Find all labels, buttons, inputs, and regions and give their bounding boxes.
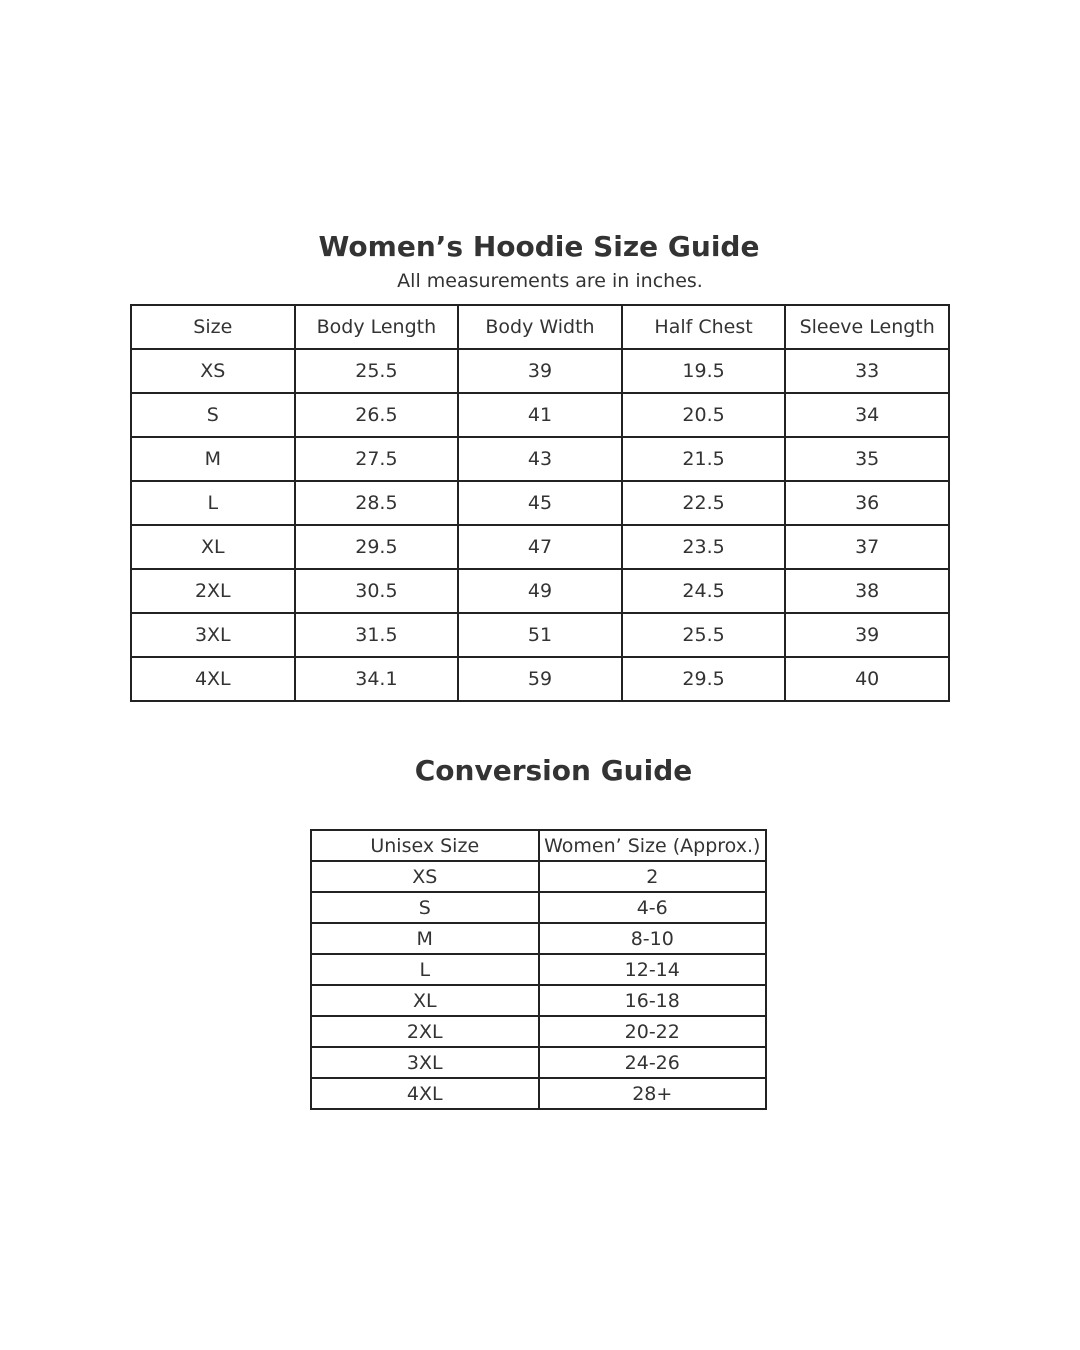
table-cell: XL	[131, 525, 295, 569]
conversion-table	[310, 829, 767, 1110]
table-cell: 4-6	[539, 892, 767, 923]
table-cell: 29.5	[622, 657, 786, 701]
table-cell: XS	[311, 861, 539, 892]
table-cell: 2XL	[131, 569, 295, 613]
table-cell: L	[131, 481, 295, 525]
table-cell: 45	[458, 481, 622, 525]
table-cell: S	[131, 393, 295, 437]
table-cell: 8-10	[539, 923, 767, 954]
table-cell: 34	[785, 393, 949, 437]
table-cell: 37	[785, 525, 949, 569]
table-cell: 36	[785, 481, 949, 525]
size-table	[130, 304, 950, 702]
table-cell: 34.1	[295, 657, 459, 701]
table-cell: 3XL	[131, 613, 295, 657]
table-row	[311, 861, 766, 892]
table-cell: 4XL	[311, 1078, 539, 1109]
header-cell: Body Length	[295, 305, 459, 349]
table-cell: 51	[458, 613, 622, 657]
header-cell: Body Width	[458, 305, 622, 349]
table-row	[311, 1016, 766, 1047]
table-cell: 25.5	[622, 613, 786, 657]
table-cell: 21.5	[622, 437, 786, 481]
table-cell: XS	[131, 349, 295, 393]
page-title: Women’s Hoodie Size Guide	[318, 230, 760, 263]
table-cell: 3XL	[311, 1047, 539, 1078]
table-cell: 47	[458, 525, 622, 569]
table-cell: 28.5	[295, 481, 459, 525]
table-cell: 35	[785, 437, 949, 481]
table-cell: 24-26	[539, 1047, 767, 1078]
table-row	[131, 613, 949, 657]
table-row	[131, 481, 949, 525]
table-cell: 38	[785, 569, 949, 613]
table-cell: S	[311, 892, 539, 923]
table-header-row	[311, 830, 766, 861]
header-cell: Women’ Size (Approx.)	[539, 830, 767, 861]
table-cell: 33	[785, 349, 949, 393]
table-cell: M	[311, 923, 539, 954]
page-subtitle: All measurements are in inches.	[397, 270, 703, 292]
table-cell: 24.5	[622, 569, 786, 613]
table-cell: 16-18	[539, 985, 767, 1016]
table-cell: 49	[458, 569, 622, 613]
table-row	[131, 525, 949, 569]
table-cell: 43	[458, 437, 622, 481]
table-cell: 26.5	[295, 393, 459, 437]
table-cell: 39	[458, 349, 622, 393]
table-row	[311, 1078, 766, 1109]
table-cell: 12-14	[539, 954, 767, 985]
table-cell: 2	[539, 861, 767, 892]
table-cell: 2XL	[311, 1016, 539, 1047]
table-row	[131, 393, 949, 437]
table-row	[131, 437, 949, 481]
table-cell: 23.5	[622, 525, 786, 569]
table-cell: 4XL	[131, 657, 295, 701]
header-cell: Size	[131, 305, 295, 349]
table-row	[311, 892, 766, 923]
table-cell: 27.5	[295, 437, 459, 481]
table-row	[131, 349, 949, 393]
conversion-title: Conversion Guide	[414, 754, 693, 787]
table-cell: 29.5	[295, 525, 459, 569]
table-row	[311, 923, 766, 954]
table-cell: 20.5	[622, 393, 786, 437]
table-cell: 31.5	[295, 613, 459, 657]
table-cell: 40	[785, 657, 949, 701]
table-row	[311, 1047, 766, 1078]
table-cell: XL	[311, 985, 539, 1016]
table-cell: 20-22	[539, 1016, 767, 1047]
header-cell: Half Chest	[622, 305, 786, 349]
table-cell: 22.5	[622, 481, 786, 525]
table-row	[131, 657, 949, 701]
table-cell: 25.5	[295, 349, 459, 393]
table-cell: L	[311, 954, 539, 985]
table-row	[311, 954, 766, 985]
table-row	[131, 569, 949, 613]
table-cell: 59	[458, 657, 622, 701]
header-cell: Sleeve Length	[785, 305, 949, 349]
table-cell: 28+	[539, 1078, 767, 1109]
table-cell: 41	[458, 393, 622, 437]
table-header-row	[131, 305, 949, 349]
table-cell: 39	[785, 613, 949, 657]
table-cell: 30.5	[295, 569, 459, 613]
header-cell: Unisex Size	[311, 830, 539, 861]
table-cell: 19.5	[622, 349, 786, 393]
table-row	[311, 985, 766, 1016]
table-cell: M	[131, 437, 295, 481]
